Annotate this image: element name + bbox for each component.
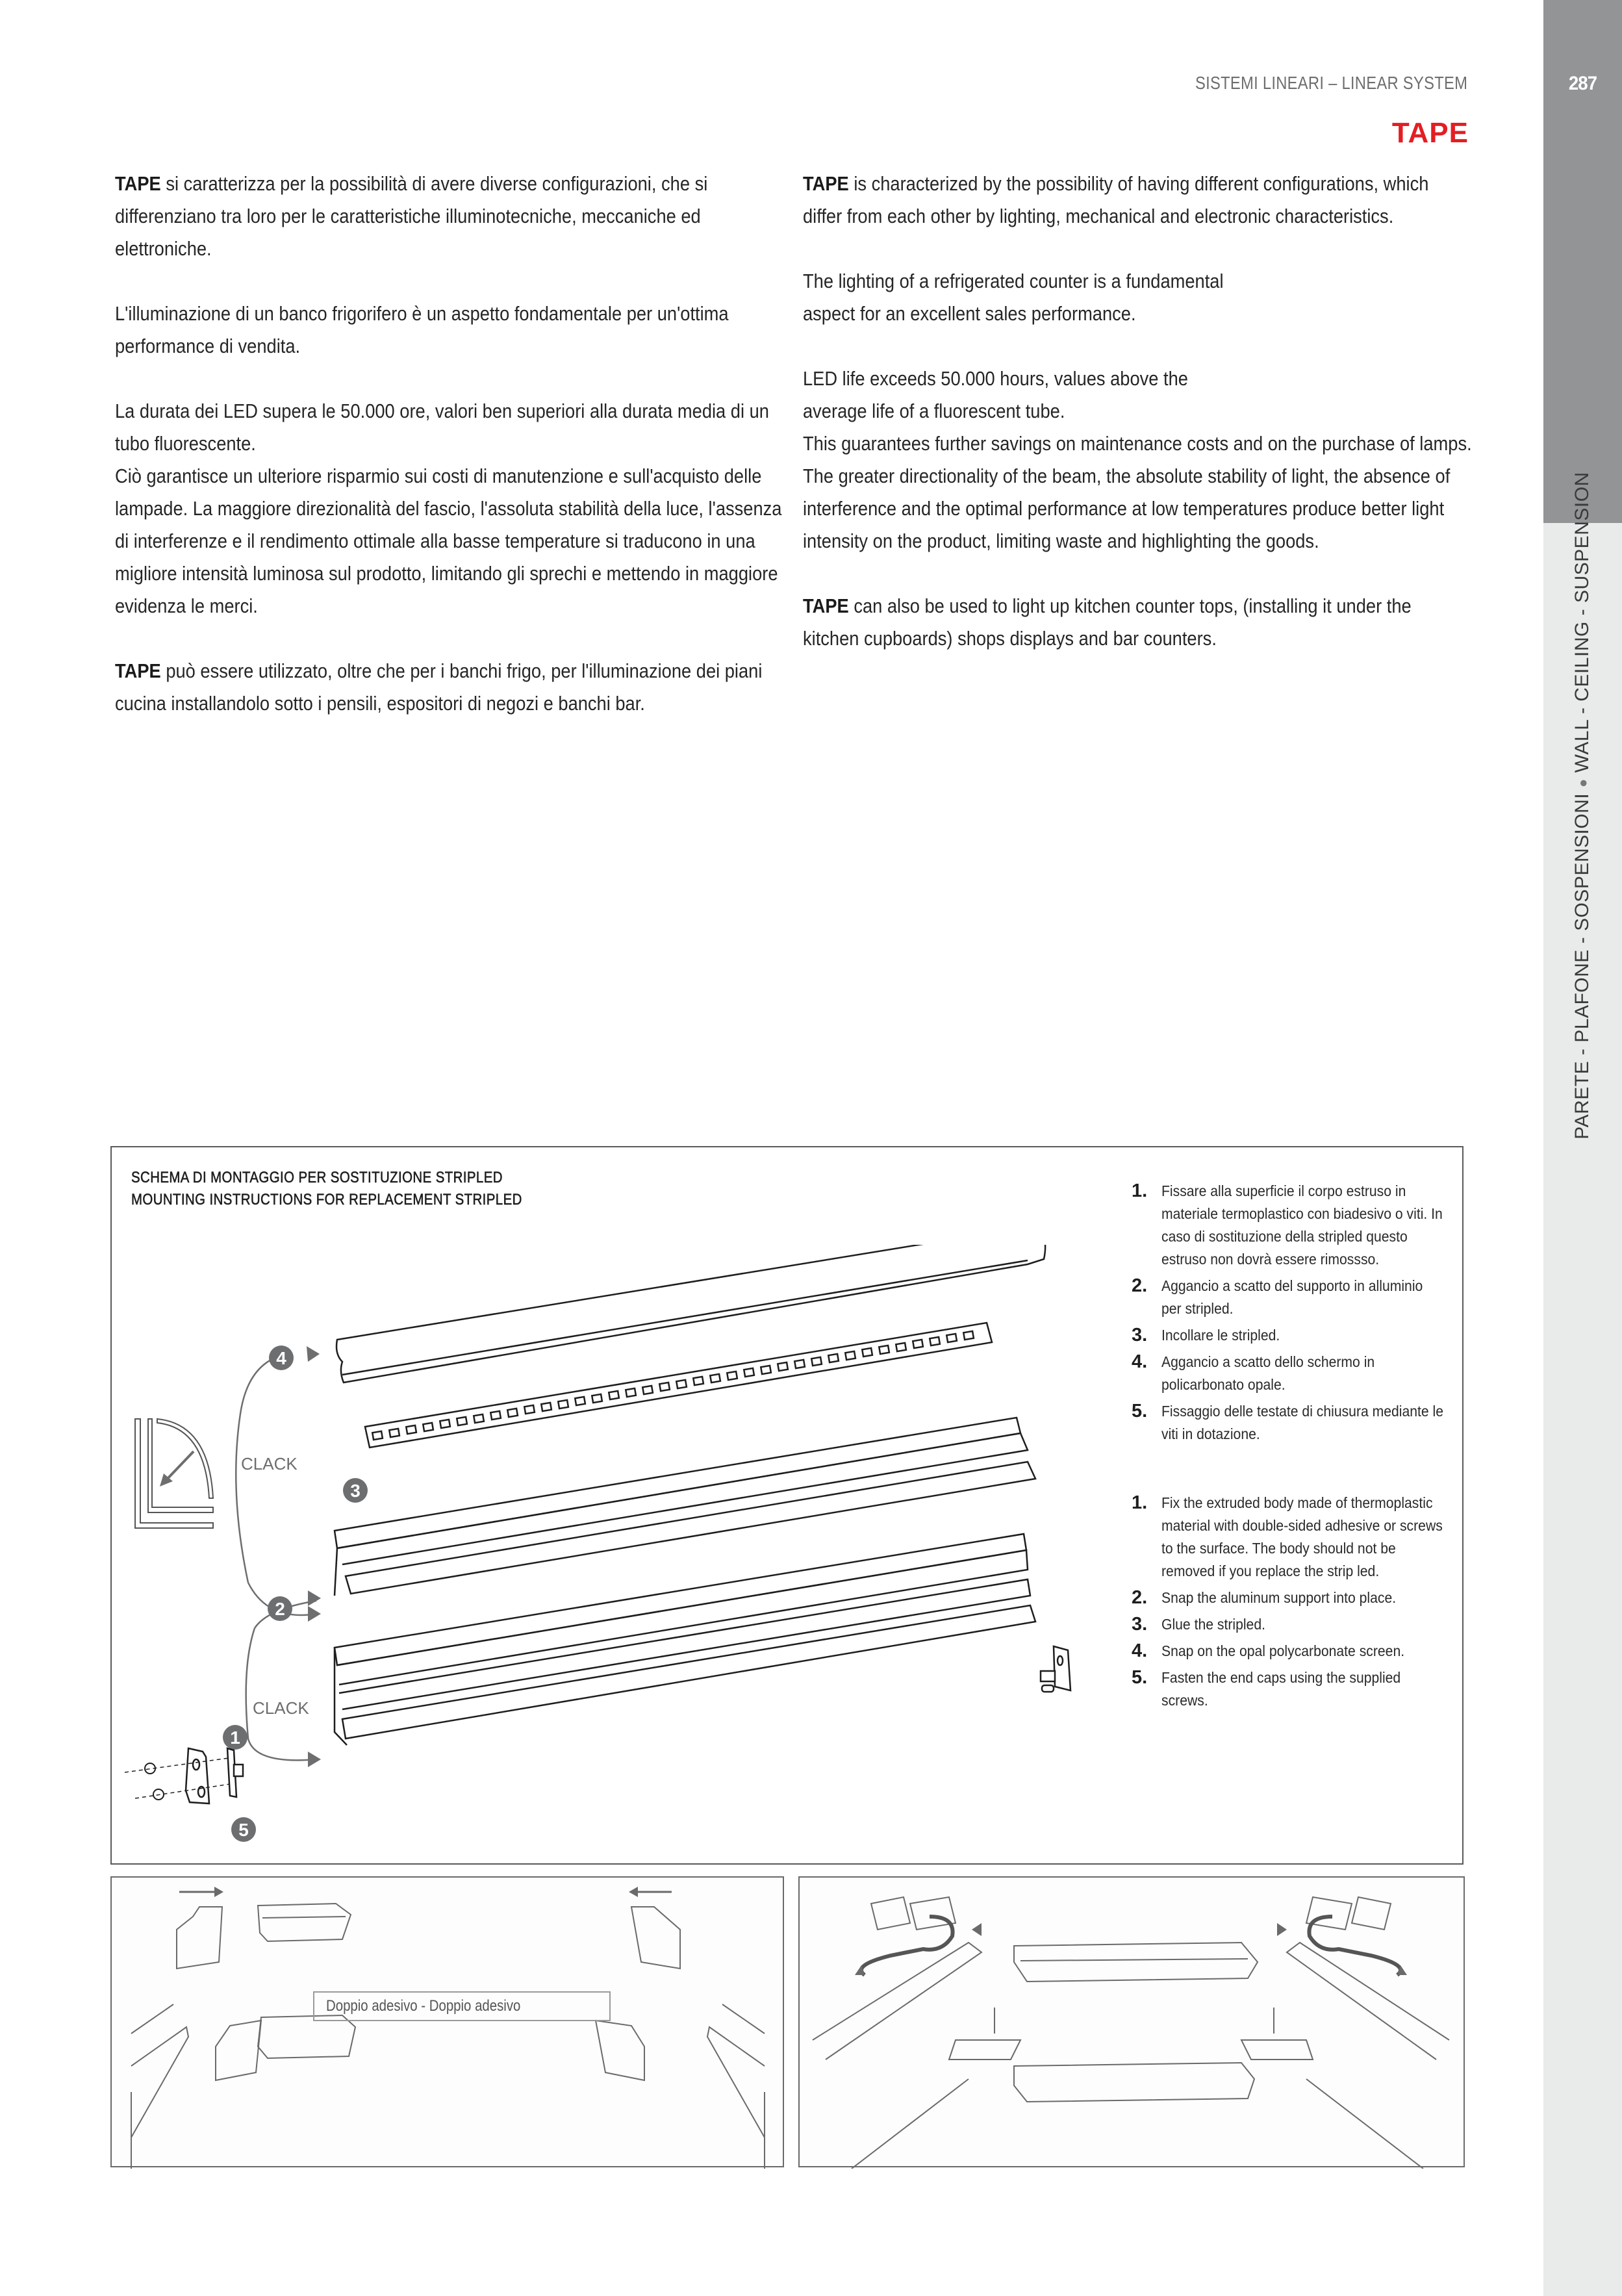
sidebar-category-label	[1571, 472, 1593, 1139]
svg-text:3: 3	[350, 1481, 361, 1501]
clack-label-top: CLACK	[241, 1454, 298, 1473]
paragraph	[803, 363, 1472, 427]
step-item	[1132, 1587, 1469, 1609]
step-text: Snap on the opal polycarbonate screen.	[1161, 1642, 1405, 1659]
mounting-instructions-panel	[110, 1146, 1464, 1865]
paragraph	[115, 395, 784, 460]
step-item	[1132, 1351, 1469, 1396]
adhesive-label-text: Doppio adesivo - Doppio adesivo	[326, 1997, 521, 2015]
step-text: Fissaggio delle testate di chiusura mediante le viti in dotazione.	[1161, 1403, 1444, 1442]
step-text: Snap the aluminum support into place.	[1161, 1589, 1397, 1606]
step-item	[1132, 1400, 1469, 1446]
step-number: 2.	[1132, 1275, 1148, 1296]
paragraph	[803, 265, 1472, 330]
screw-guide-lines	[125, 1758, 230, 1798]
paragraph-text: può essere utilizzato, oltre che per i banchi frigo, per l'illuminazione dei piani cucina installandolo sotto i pensili, espositori di negozi e banchi bar.	[115, 659, 763, 715]
category-en: WALL - CEILING - SUSPENSION	[1571, 472, 1593, 773]
steps-italian	[1132, 1180, 1469, 1449]
step-text: Glue the stripled.	[1161, 1616, 1265, 1633]
corner-joint-drawing	[112, 1878, 785, 2169]
step-number: 1.	[1132, 1492, 1148, 1513]
paragraph-text: can also be used to light up kitchen counter tops, (installing it under the kitchen cupboards) shops displays and bar counters.	[803, 594, 1412, 650]
svg-text:1: 1	[230, 1728, 240, 1748]
paragraph	[115, 460, 784, 622]
italian-description	[115, 168, 784, 752]
step-item	[1132, 1613, 1469, 1636]
step-number: 4.	[1132, 1640, 1148, 1661]
aluminium-support-profile	[335, 1418, 1035, 1596]
svg-text:5: 5	[238, 1820, 249, 1840]
step-number: 2.	[1132, 1587, 1148, 1608]
sidebar-page-tab	[1543, 0, 1622, 523]
led-chips	[372, 1331, 974, 1440]
corner-connector-drawing	[800, 1878, 1466, 2169]
paragraph-text: L'illuminazione di un banco frigorifero è un aspetto fondamentale per un'ottima performance di vendita.	[115, 302, 729, 357]
step-item	[1132, 1324, 1469, 1347]
product-name: TAPE	[803, 594, 849, 617]
opal-cover-profile	[336, 1245, 1045, 1383]
category-it: PARETE - PLAFONE - SOSPENSIONI	[1571, 793, 1593, 1140]
paragraph-text: is characterized by the possibility of having different configurations, which differ from each other by lighting, mechanical and electronic characteristics.	[803, 172, 1429, 227]
adhesive-corner-illustration	[110, 1876, 784, 2167]
paragraph-text: This guarantees further savings on maintenance costs and on the purchase of lamps. The greater directionality of the beam, the absolute stability of light, the absence of interference and the optimal performance at low temperatures produce better light intensity on the product, limiting waste and highlighting the goods.	[803, 432, 1472, 552]
double-sided-adhesive-label	[313, 1991, 611, 2021]
step-text: Aggancio a scatto dello schermo in policarbonato opale.	[1161, 1353, 1375, 1393]
paragraph-text: Ciò garantisce un ulteriore risparmio sui costi di manutenzione e sull'acquisto delle lampade. La maggiore direzionalità del fascio, l'assoluta stabilità della luce, l'assenza di interferenze e il rendimento ottimale alla basse temperature si traducono in una migliore intensità luminosa sul prodotto, limitando gli sprechi e mettendo in maggiore evidenza le merci.	[115, 465, 782, 617]
product-name: TAPE	[115, 172, 161, 195]
product-title: TAPE	[1391, 117, 1469, 149]
step-item	[1132, 1640, 1469, 1663]
callout-4	[269, 1346, 294, 1370]
mounting-title-it: SCHEMA DI MONTAGGIO PER SOSTITUZIONE STRIPLED	[131, 1169, 503, 1186]
paragraph-text: LED life exceeds 50.000 hours, values above the average life of a fluorescent tube.	[803, 367, 1188, 422]
mounting-title-en: MOUNTING INSTRUCTIONS FOR REPLACEMENT STRIPLED	[131, 1191, 522, 1208]
step-item	[1132, 1275, 1469, 1320]
step-number: 3.	[1132, 1325, 1148, 1346]
step-number: 4.	[1132, 1351, 1148, 1372]
svg-text:2: 2	[275, 1599, 285, 1619]
steps-english	[1132, 1492, 1469, 1716]
step-number: 5.	[1132, 1667, 1148, 1688]
step-text: Aggancio a scatto del supporto in alluminio per stripled.	[1161, 1277, 1423, 1317]
paragraph	[115, 168, 784, 265]
section-heading: SISTEMI LINEARI – LINEAR SYSTEM	[1195, 73, 1467, 93]
cable-connection-illustration	[798, 1876, 1465, 2167]
step-text: Fasten the end caps using the supplied screws.	[1161, 1669, 1401, 1709]
step-item	[1132, 1666, 1469, 1712]
english-description	[803, 168, 1472, 687]
step-item	[1132, 1492, 1469, 1583]
svg-text:4: 4	[276, 1348, 286, 1368]
paragraph-text: La durata dei LED supera le 50.000 ore, valori ben superiori alla durata media di un tubo fluorescente.	[115, 400, 769, 455]
sidebar	[1543, 0, 1622, 2296]
extruded-body-profile	[335, 1534, 1035, 1745]
step-number: 1.	[1132, 1180, 1148, 1201]
corner-arrow-icon	[165, 1451, 194, 1481]
step-text: Incollare le stripled.	[1161, 1327, 1280, 1344]
step-text: Fix the extruded body made of thermoplastic material with double-sided adhesive or screws to the surface. The body should not be removed if you replace the strip led.	[1161, 1494, 1443, 1579]
product-name: TAPE	[115, 659, 161, 682]
step-text: Fissare alla superficie il corpo estruso in materiale termoplastico con biadesivo o viti. In caso di sostituzione della stripled questo estruso non dovrà essere rimossso.	[1161, 1182, 1443, 1268]
exploded-assembly-diagram	[118, 1245, 1125, 1856]
paragraph	[803, 590, 1472, 655]
paragraph-text: The lighting of a refrigerated counter is a fundamental aspect for an excellent sales performance.	[803, 270, 1224, 325]
mounting-title	[131, 1167, 522, 1211]
step-number: 5.	[1132, 1401, 1148, 1422]
paragraph	[115, 298, 784, 363]
step-number: 3.	[1132, 1614, 1148, 1635]
end-cap-right	[1041, 1646, 1071, 1692]
paragraph	[803, 168, 1472, 233]
step-item	[1132, 1180, 1469, 1271]
clack-label-bottom: CLACK	[253, 1698, 309, 1718]
page-number: 287	[1568, 73, 1597, 94]
product-name: TAPE	[803, 172, 849, 195]
callout-1	[223, 1725, 247, 1750]
callout-2	[268, 1596, 292, 1621]
callout-5	[231, 1817, 256, 1842]
callout-3	[343, 1478, 368, 1503]
paragraph	[115, 655, 784, 720]
bullet-separator-icon: ●	[1575, 778, 1591, 787]
end-cap-left	[186, 1748, 243, 1804]
paragraph-text: si caratterizza per la possibilità di avere diverse configurazioni, che si differenziano tra loro per le caratteristiche illuminotecniche, meccaniche ed elettroniche.	[115, 172, 708, 260]
paragraph	[803, 427, 1472, 557]
